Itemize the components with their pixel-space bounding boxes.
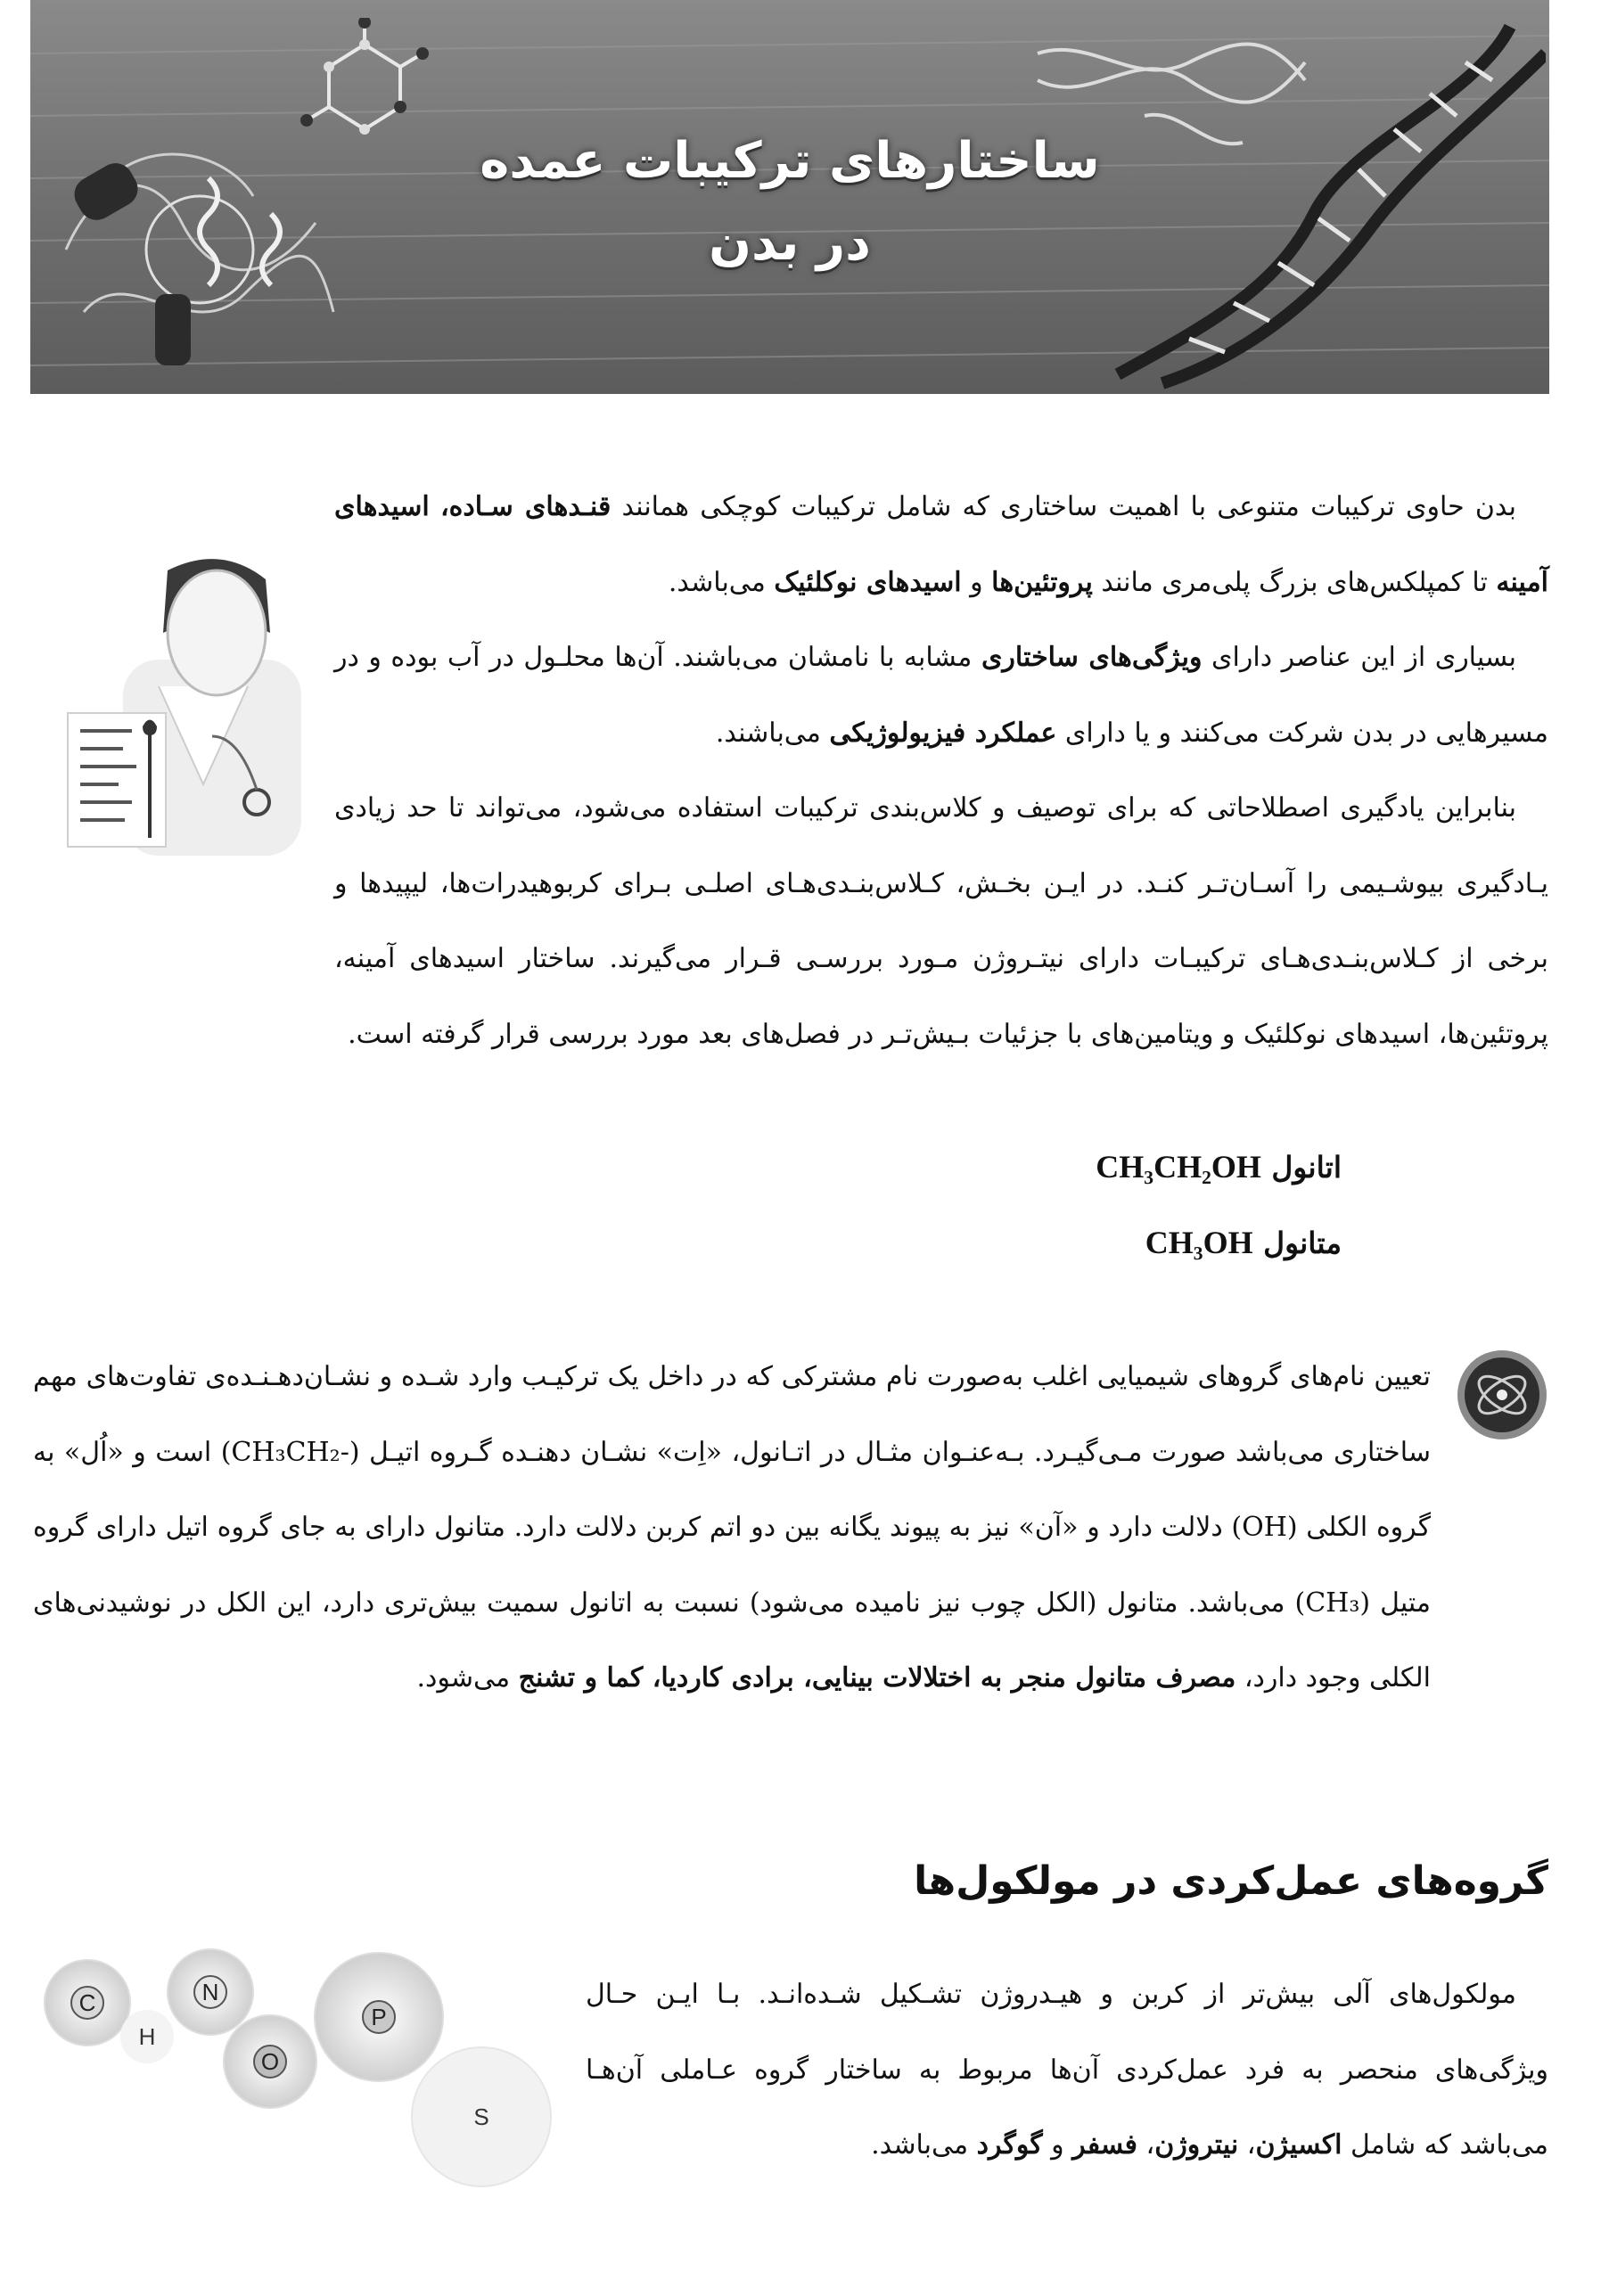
bold-term: پروتئین‌ها [991,566,1093,598]
section-heading: گروه‌های عمل‌کردی در مولکول‌ها [914,1858,1548,1904]
text-run: می‌باشند. [715,717,830,749]
bold-term: نیتروژن [1154,2129,1239,2161]
banner-title-line2: در بدن [709,214,871,272]
chapter-banner [30,0,1549,394]
doctor-illustration [61,553,319,856]
methanol-formula-text: CH₃OH [1145,1225,1253,1260]
text-run: و [961,566,992,598]
intro-paragraph-3 [334,771,1548,1072]
banner-title-line1: ساختارهای ترکیبات عمده [480,132,1100,190]
bold-term: گوگرد [976,2129,1043,2161]
bold-term: مصرف متانول منجر به اختلالات بینایی، برادی کاردیا، کما و تشنج [518,1662,1236,1693]
element-o: O [260,2048,280,2075]
text-run: می‌باشد. [668,566,775,598]
element-n: N [201,1979,219,2005]
element-s: S [473,2103,489,2130]
bold-term: اسیدهای نوکلئیک [774,566,962,598]
intro-p3 [334,792,1548,1050]
dna-helix-illustration [1011,18,1546,392]
intro-p1 [334,491,1548,598]
text-run: می‌شود. [416,1662,519,1693]
bold-term: عملکرد فیزیولوژیکی [829,717,1057,749]
intro-paragraph-2 [334,620,1548,771]
ethanol-name: اتانول [1271,1150,1342,1185]
note-atom-icon [1455,1348,1549,1442]
ethanol-formula-text: CH₃CH₂OH [1096,1149,1261,1185]
text-run [430,491,440,522]
text-run: و [1042,2129,1073,2161]
bold-term: اسیدهای آمینه [334,491,1548,598]
text-run: ، [1238,2129,1256,2161]
element-p: P [371,2004,387,2030]
methanol-formula [1145,1224,1342,1261]
bold-term: قنـدهای سـاده، [439,491,612,522]
element-h: H [138,2023,156,2050]
text-run: بسیاری از این عناصر دارای [1202,642,1516,673]
text-run: مولکول‌های آلی بیش‌تر از کربن و هیـدروژن تشـکیل شـده‌انـد. بـا ایـن حـال ویژگی‌های منحصر به فرد عمل‌کردی آن‌ها مربوط به ساختار گروه عـاملی آن‌هـا می‌باشد که شامل [586,1979,1548,2161]
methanol-name: متانول [1263,1226,1342,1260]
ethanol-formula [1096,1148,1342,1185]
intro-p2 [334,642,1548,749]
bold-term: ویژگی‌های ساختاری [981,642,1203,673]
section-paragraph [586,1957,1548,2184]
note-text [33,1361,1431,1693]
bold-term: فسفر [1072,2129,1138,2161]
note-paragraph [33,1340,1431,1717]
section-text [586,1979,1548,2161]
text-run: بنابراین یادگیری اصطلاحاتی که برای توصیف و کلاس‌بندی ترکیبات استفاده می‌شود، می‌تواند تا حد زیادی یـادگیری بیوشـیمی را آسـان‌تـر کنـد. در ایـن بخـش، کـلاس‌بنـدی‌هـای اصلـی بـرای کربوهیدرات‌ها، لیپیدها و برخی از کـلاس‌بنـدی‌هـای ترکیبـات دارای نیتـروژن مـورد بررسـی قـرار می‌گیرند. ساختار اسیدهای آمینه، پروتئین‌ها، اسیدهای نوکلئیک و ویتامین‌های با جزئیات بـیش‌تـر در فصل‌های بعد مورد بررسی قرار گرفته است. [334,792,1548,1050]
text-run: تا کمپلکس‌های بزرگ پلی‌مری مانند [1092,566,1497,598]
text-run: بدن حاوی ترکیبات متنوعی با اهمیت ساختاری که شامل ترکیبات کوچکی همانند [611,491,1516,522]
intro-paragraph-1 [334,470,1548,620]
text-run: مشابه با نامشان می‌باشند. آن‌ها محلـول در آب بوده و در مسیرهایی در بدن شرکت می‌کنند و یا دارای [334,642,1548,749]
elements-illustration [36,1948,562,2197]
text-run: می‌باشد. [871,2129,977,2161]
element-c: C [78,1989,96,2016]
bold-term: اکسیژن [1255,2129,1342,2161]
text-run: تعیین نام‌های گروهای شیمیایی اغلب به‌صورت نام مشترکی که در داخل یک ترکیـب وارد شـده و نشـان‌دهـنـده‌ی تفاوت‌های مهم ساختاری می‌باشد صورت مـی‌گیـرد. بـه‌عنـوان مثـال در اتـانول، «اِت» نشـان دهنـده گـروه اتیـل (-CH₃CH₂) است و «اُل» به گروه الکلی (OH) دلالت دارد و «آن» نیز به پیوند یگانه بین دو اتم کربن دلالت دارد. متانول دارای به جای گروه اتیل دارای گروه متیل (CH₃) می‌باشد. متانول (الکل چوب نیز نامیده می‌شود) نسبت به اتانول سمیت بیش‌تری دارد، این الکل در نوشیدنی‌های الکلی وجود دارد، [33,1361,1431,1693]
text-run: ، [1137,2129,1155,2161]
